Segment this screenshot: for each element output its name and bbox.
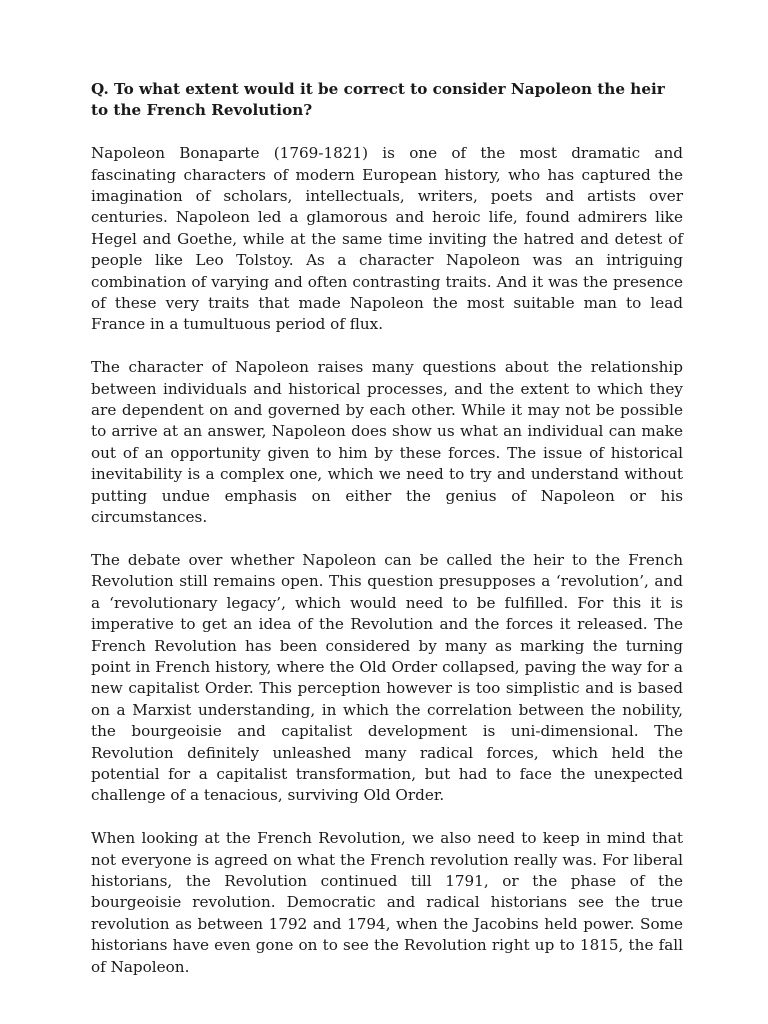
paragraph: Napoleon Bonaparte (1769-1821) is one of the most dramatic and fascinating characters of modern European history, who has captured the imagination of scholars, intellectuals, writers, poets and artists over centuries. Napoleon led a glamorous and heroic life, found admirers like Hegel and Goethe, while at the same time inviting the hatred and detest of people like Leo Tolstoy. As a character Napoleon was an intriguing combination of varying and often contrasting traits. And it was the presence of these very traits that made Napoleon the most suitable man to lead France in a tumultuous period of flux. bbox=[91, 144, 683, 334]
document-page bbox=[91, 79, 683, 999]
paragraph: The debate over whether Napoleon can be called the heir to the French Revolution still remains open. This question presupposes a ‘revolution’, and a ‘revolutionary legacy’, which would need to be fulfilled. For this it is imperative to get an idea of the Revolution and the forces it released. The French Revolution has been considered by many as marking the turning point in French history, where the Old Order collapsed, paving the way for a new capitalist Order. This perception however is too simplistic and is based on a Marxist understanding, in which the correlation between the nobility, the bourgeoisie and capitalist development is uni-dimensional. The Revolution definitely unleashed many radical forces, which held the potential for a capitalist transformation, but had to face the unexpected challenge of a tenacious, surviving Old Order. bbox=[91, 550, 683, 805]
paragraph: When looking at the French Revolution, we also need to keep in mind that not everyone is agreed on what the French revolution really was. For liberal historians, the Revolution continued till 1791, or the phase of the bourgeoisie revolution. Democratic and radical historians see the true revolution as between 1792 and 1794, when the Jacobins held power. Some historians have even gone on to see the Revolution right up to 1815, the fall of Napoleon. bbox=[91, 829, 683, 976]
question-heading: Q. To what extent would it be correct to consider Napoleon the heir to the French Revolution? bbox=[91, 80, 665, 120]
paragraph: The character of Napoleon raises many questions about the relationship between individuals and historical processes, and the extent to which they are dependent on and governed by each other. While it may not be possible to arrive at an answer, Napoleon does show us what an individual can make out of an opportunity given to him by these forces. The issue of historical inevitability is a complex one, which we need to try and understand without putting undue emphasis on either the genius of Napoleon or his circumstances. bbox=[91, 358, 683, 527]
